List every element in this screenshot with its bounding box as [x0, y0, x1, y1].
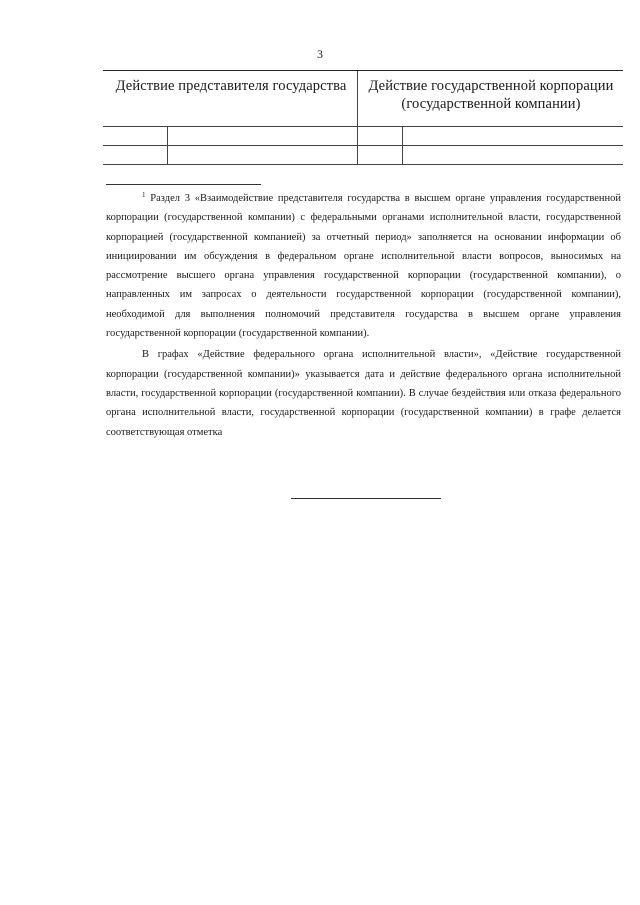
end-separator	[291, 498, 441, 499]
table-cell	[403, 146, 623, 164]
table-row	[103, 146, 623, 165]
table-cell	[358, 146, 402, 164]
table-cell	[403, 127, 623, 145]
footnote-paragraph	[106, 189, 621, 343]
table-header-row	[103, 71, 623, 127]
table-cell	[168, 127, 357, 145]
actions-table	[103, 70, 623, 165]
footnote	[106, 189, 621, 442]
page-number: 3	[317, 47, 323, 61]
header-state-corporation-action: Действие государственной корпорации (государственной компании)	[368, 78, 614, 112]
column-divider	[357, 71, 358, 126]
footnote-marker: 1	[142, 191, 146, 199]
header-state-representative-action: Действие представителя государства	[115, 78, 347, 94]
table-cell	[168, 146, 357, 164]
table-cell	[103, 146, 167, 164]
table-cell	[103, 127, 167, 145]
footnote-text: Раздел 3 «Взаимодействие представителя государства в высшем органе управления государственной корпорации (государственной компании) с федеральными органами исполнительной власти, государственной корпорацией (государственной компанией) за отчетный период» заполняется на основании информации об инициировании им обсуждения в федеральном органе исполнительной власти вопросов, выносимых на рассмотрение высшего органа управления государственной корпорации (государственной компании), о направленных им запросах о деятельности государственной корпорации (государственной компании), необходимой для выполнения полномочий представителя государства в высшем органе управления государственной корпорации (государственной компании).	[106, 193, 621, 340]
table-row	[103, 127, 623, 146]
table-cell	[358, 127, 402, 145]
footnote-separator	[106, 184, 261, 185]
footnote-paragraph	[106, 345, 621, 441]
footnote-text: В графах «Действие федерального органа исполнительной власти», «Действие государственной корпорации (государственной компании)» указывается дата и действие федерального органа исполнительной власти, государственной корпорации (государственной компании). В случае бездействия или отказа федерального органа исполнительной власти, государственной корпорации (государственной компании) в графе делается соответствующая отметка	[106, 349, 621, 438]
